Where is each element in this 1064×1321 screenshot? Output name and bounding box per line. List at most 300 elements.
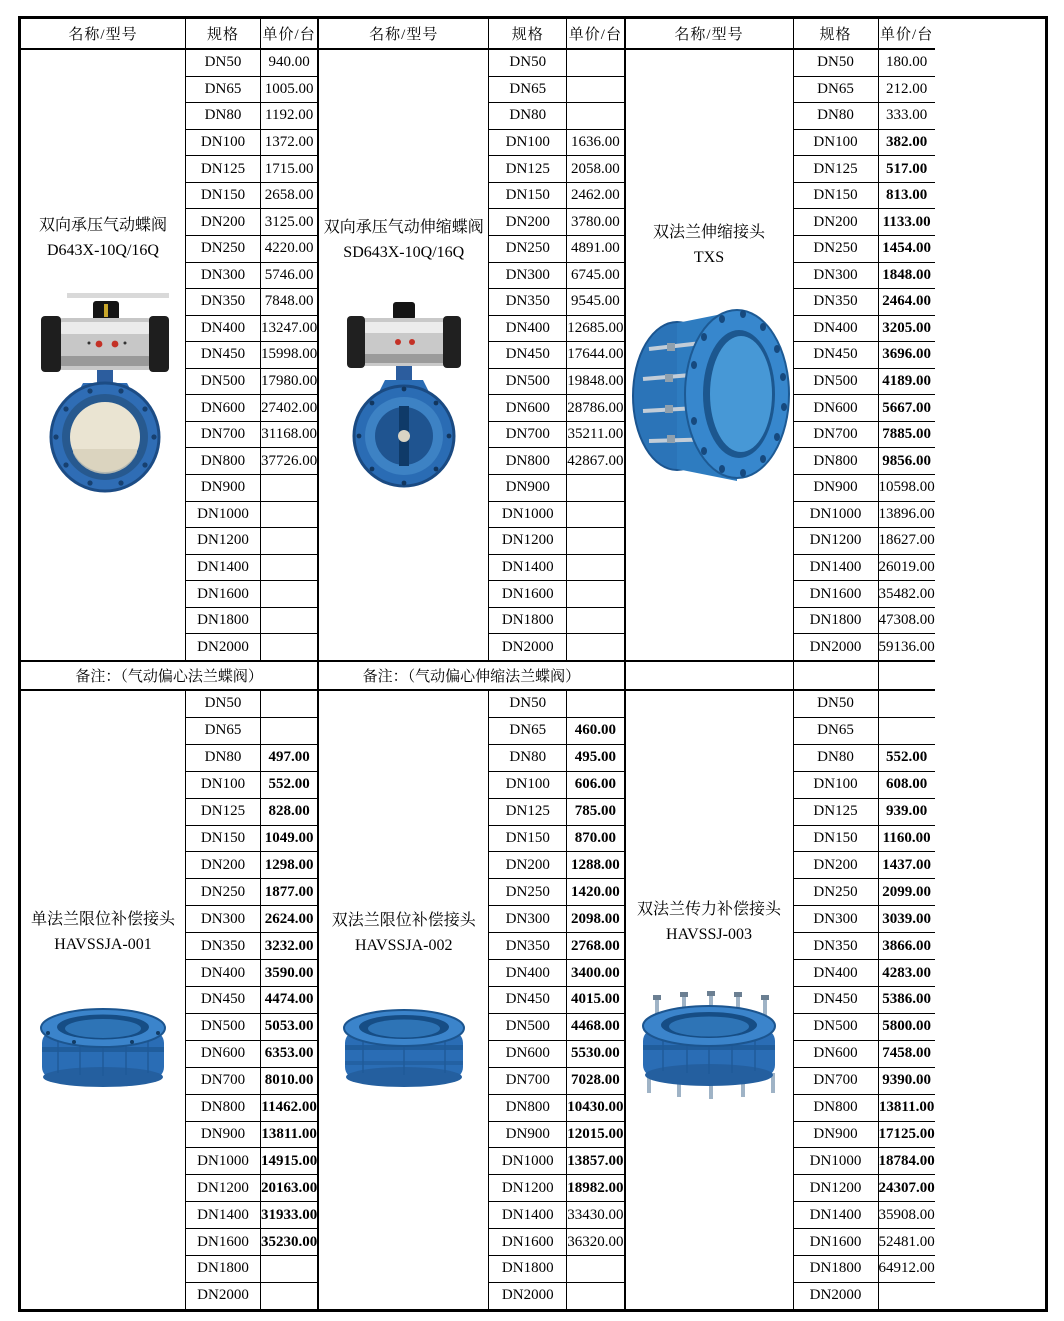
spec-cell: DN600	[794, 1041, 879, 1067]
price-cell	[567, 555, 623, 581]
price-cell: 35230.00	[261, 1233, 318, 1250]
spec-cell: DN1800	[186, 608, 261, 634]
size-row	[794, 1229, 935, 1256]
spec-cell: DN1000	[794, 1148, 879, 1174]
spec-cell: DN800	[794, 448, 879, 474]
price-cell: 11462.00	[261, 1099, 317, 1116]
price-cell: 9856.00	[882, 452, 931, 469]
spec-cell: DN125	[794, 156, 879, 182]
size-row	[186, 156, 317, 183]
double-flange-compensator-photo	[329, 999, 479, 1091]
spec-cell: DN80	[489, 103, 567, 129]
price-table	[18, 16, 1048, 1312]
price-cell: 606.00	[574, 776, 616, 793]
product-section-top	[626, 50, 935, 660]
column-header-price: 单价/台	[880, 27, 934, 43]
spec-cell: DN700	[186, 1068, 261, 1094]
price-cell: 2098.00	[571, 910, 620, 927]
size-row	[186, 879, 317, 906]
spec-cell: DN400	[186, 960, 261, 986]
size-row	[794, 369, 935, 396]
product-name-cell	[21, 50, 186, 660]
product-name-cell	[319, 691, 489, 1309]
size-row	[186, 1095, 317, 1122]
column-header-spec: 规格	[186, 19, 261, 48]
spec-cell: DN150	[186, 826, 261, 852]
spec-cell: DN2000	[794, 1283, 879, 1309]
spec-cell: DN350	[186, 933, 261, 959]
size-row	[186, 103, 317, 130]
price-cell: 517.00	[886, 160, 928, 177]
spec-cell: DN100	[186, 772, 261, 798]
column-header-price: 单价/台	[262, 27, 316, 43]
price-cell: 9545.00	[571, 293, 620, 310]
spec-cell: DN700	[489, 422, 567, 448]
size-row	[186, 1283, 317, 1309]
size-row	[186, 209, 317, 236]
spec-cell: DN80	[186, 745, 261, 771]
size-row	[186, 236, 317, 263]
size-row	[489, 634, 623, 660]
product-section-top	[21, 50, 317, 660]
spec-cell: DN50	[186, 691, 261, 717]
spec-cell: DN600	[186, 395, 261, 421]
size-row	[186, 555, 317, 582]
size-row	[794, 263, 935, 290]
spec-cell: DN450	[794, 342, 879, 368]
price-cell: 1192.00	[265, 107, 314, 124]
price-cell: 33430.00	[567, 1206, 624, 1223]
price-cell	[567, 77, 623, 103]
spec-cell: DN900	[186, 1122, 261, 1148]
product-section-bottom	[319, 691, 623, 1309]
price-cell: 939.00	[886, 803, 928, 820]
price-cell: 4474.00	[264, 991, 314, 1008]
size-row	[186, 1041, 317, 1068]
size-row	[489, 103, 623, 130]
product-name-cell	[319, 50, 489, 660]
spec-cell: DN300	[489, 263, 567, 289]
spec-cell: DN800	[186, 1095, 261, 1121]
price-cell: 31933.00	[261, 1206, 318, 1223]
column-header-name: 名称/型号	[626, 19, 794, 48]
size-row	[489, 745, 623, 772]
spec-cell: DN1600	[186, 1229, 261, 1255]
price-cell	[567, 1256, 623, 1282]
size-row	[489, 1202, 623, 1229]
product-column-3	[626, 19, 935, 1309]
size-row	[186, 422, 317, 449]
size-row	[186, 933, 317, 960]
price-cell: 14915.00	[261, 1152, 318, 1169]
price-cell	[567, 1283, 623, 1309]
spec-cell: DN150	[489, 826, 567, 852]
size-row	[186, 799, 317, 826]
spec-cell: DN1200	[794, 1175, 879, 1201]
price-cell	[879, 691, 935, 717]
size-row	[794, 130, 935, 157]
size-row	[489, 960, 623, 987]
spec-cell: DN250	[489, 879, 567, 905]
size-row	[186, 342, 317, 369]
size-row	[794, 1148, 935, 1175]
spec-cell: DN2000	[489, 634, 567, 660]
price-cell: 212.00	[886, 80, 928, 97]
spec-cell: DN1800	[489, 608, 567, 634]
size-row	[489, 1148, 623, 1175]
product-name	[653, 221, 765, 271]
spec-cell: DN50	[794, 691, 879, 717]
price-cell: 460.00	[574, 722, 616, 739]
price-cell: 1636.00	[571, 133, 620, 150]
product-model: HAVSSJA-002	[354, 937, 453, 954]
spec-cell: DN450	[186, 987, 261, 1013]
size-row	[489, 528, 623, 555]
spec-cell: DN900	[489, 1122, 567, 1148]
size-row	[489, 263, 623, 290]
size-row	[489, 987, 623, 1014]
single-flange-compensator-photo	[28, 997, 178, 1092]
spec-cell: DN400	[489, 316, 567, 342]
size-row	[794, 422, 935, 449]
note-row	[21, 660, 317, 691]
size-row	[489, 209, 623, 236]
size-row	[794, 528, 935, 555]
spec-cell: DN400	[794, 960, 879, 986]
size-rows	[794, 691, 935, 1309]
size-row	[489, 879, 623, 906]
spec-cell: DN500	[794, 369, 879, 395]
size-row	[186, 960, 317, 987]
size-row	[794, 183, 935, 210]
size-row	[794, 395, 935, 422]
empty-note-cell	[879, 662, 935, 689]
product-title: 双法兰伸缩接头	[652, 224, 765, 242]
spec-cell: DN80	[186, 103, 261, 129]
price-cell: 1877.00	[264, 883, 314, 900]
size-row	[489, 395, 623, 422]
product-name	[637, 898, 781, 948]
column-header-price: 单价/台	[568, 27, 622, 43]
product-model: HAVSSJA-001	[54, 935, 152, 953]
size-row	[489, 799, 623, 826]
spec-cell: DN300	[794, 906, 879, 932]
spec-cell: DN1600	[489, 1229, 567, 1255]
price-cell: 3590.00	[264, 964, 314, 981]
size-row	[489, 77, 623, 104]
spec-cell: DN450	[186, 342, 261, 368]
empty-note-cell	[794, 662, 879, 689]
price-cell: 35908.00	[878, 1206, 935, 1223]
size-row	[794, 799, 935, 826]
price-cell	[261, 718, 317, 744]
spec-cell: DN800	[186, 448, 261, 474]
price-cell: 28786.00	[567, 399, 624, 416]
spec-cell: DN250	[489, 236, 567, 262]
size-row	[794, 50, 935, 77]
spec-cell: DN250	[186, 879, 261, 905]
price-cell: 9390.00	[882, 1072, 931, 1089]
price-cell	[261, 528, 317, 554]
price-cell: 3400.00	[571, 964, 620, 981]
price-cell: 3039.00	[882, 910, 931, 927]
column-header-spec: 规格	[794, 19, 879, 48]
size-row	[489, 1068, 623, 1095]
size-row	[794, 1175, 935, 1202]
size-row	[186, 395, 317, 422]
size-rows	[489, 50, 623, 660]
price-cell: 20163.00	[261, 1179, 318, 1196]
price-cell: 4189.00	[882, 373, 931, 390]
header-row	[21, 19, 317, 50]
size-row	[186, 183, 317, 210]
price-cell: 59136.00	[878, 638, 935, 655]
product-model: D643X-10Q/16Q	[46, 241, 159, 259]
product-name	[39, 214, 167, 264]
size-row	[186, 852, 317, 879]
size-row	[489, 475, 623, 502]
price-cell: 3866.00	[882, 937, 931, 954]
price-cell: 3696.00	[882, 346, 931, 363]
spec-cell: DN150	[489, 183, 567, 209]
price-cell	[567, 475, 623, 501]
price-cell: 1372.00	[264, 133, 314, 150]
price-cell	[879, 1283, 935, 1309]
size-row	[794, 502, 935, 529]
spec-cell: DN150	[794, 183, 879, 209]
size-row	[186, 77, 317, 104]
price-cell: 19848.00	[567, 373, 624, 390]
price-cell: 1298.00	[264, 856, 314, 873]
price-cell: 5386.00	[882, 991, 931, 1008]
price-cell: 10430.00	[567, 1099, 624, 1116]
spec-cell: DN80	[489, 745, 567, 771]
size-row	[186, 448, 317, 475]
price-cell: 1133.00	[882, 213, 931, 230]
size-rows	[186, 50, 317, 660]
spec-cell: DN700	[489, 1068, 567, 1094]
price-cell: 24307.00	[878, 1179, 935, 1196]
note-row	[626, 660, 935, 691]
price-cell: 2462.00	[571, 187, 620, 204]
spec-cell: DN450	[489, 342, 567, 368]
price-cell: 35211.00	[567, 426, 624, 443]
price-cell: 17980.00	[261, 373, 318, 390]
spec-cell: DN500	[489, 369, 567, 395]
spec-cell: DN1600	[489, 581, 567, 607]
price-cell: 18784.00	[878, 1152, 935, 1169]
spec-cell: DN200	[489, 209, 567, 235]
size-row	[186, 772, 317, 799]
price-cell	[567, 528, 623, 554]
size-row	[489, 369, 623, 396]
size-row	[186, 369, 317, 396]
price-cell: 4283.00	[882, 964, 931, 981]
pneumatic-telescopic-butterfly-valve-photo	[343, 294, 465, 494]
header-row	[319, 19, 623, 50]
price-cell	[567, 502, 623, 528]
price-cell: 3205.00	[882, 319, 931, 336]
spec-cell: DN1400	[489, 1202, 567, 1228]
size-row	[794, 691, 935, 718]
price-cell: 1420.00	[571, 883, 620, 900]
price-cell: 17125.00	[878, 1125, 935, 1142]
size-row	[794, 103, 935, 130]
spec-cell: DN65	[794, 77, 879, 103]
column-header-name: 名称/型号	[319, 19, 489, 48]
spec-cell: DN200	[186, 209, 261, 235]
size-row	[489, 852, 623, 879]
size-row	[489, 1122, 623, 1149]
price-cell: 497.00	[268, 749, 310, 766]
product-model: HAVSSJ-003	[666, 925, 752, 943]
price-cell: 6353.00	[264, 1045, 314, 1062]
spec-cell: DN350	[489, 933, 567, 959]
size-row	[186, 1229, 317, 1256]
spec-cell: DN125	[186, 156, 261, 182]
spec-cell: DN2000	[489, 1283, 567, 1309]
size-row	[186, 987, 317, 1014]
spec-cell: DN700	[186, 422, 261, 448]
spec-cell: DN900	[794, 475, 879, 501]
price-cell	[567, 50, 623, 76]
size-row	[794, 879, 935, 906]
size-row	[794, 745, 935, 772]
price-cell: 2058.00	[571, 160, 620, 177]
spec-cell: DN300	[186, 906, 261, 932]
spec-cell: DN50	[489, 691, 567, 717]
price-cell	[261, 691, 317, 717]
spec-cell: DN1600	[186, 581, 261, 607]
product-name	[324, 216, 484, 266]
spec-cell: DN1000	[186, 1148, 261, 1174]
spec-cell: DN350	[794, 933, 879, 959]
spec-cell: DN1000	[794, 502, 879, 528]
spec-cell: DN350	[794, 289, 879, 315]
price-cell: 18627.00	[878, 532, 935, 549]
price-cell: 7458.00	[882, 1045, 931, 1062]
size-row	[489, 448, 623, 475]
spec-cell: DN800	[794, 1095, 879, 1121]
spec-cell: DN1200	[489, 528, 567, 554]
spec-cell: DN400	[489, 960, 567, 986]
price-cell: 7848.00	[264, 293, 314, 310]
price-cell: 5746.00	[264, 266, 314, 283]
size-row	[186, 1014, 317, 1041]
spec-cell: DN65	[186, 718, 261, 744]
price-cell: 7885.00	[882, 426, 931, 443]
spec-cell: DN1000	[489, 502, 567, 528]
price-cell	[261, 1283, 317, 1309]
size-row	[489, 718, 623, 745]
product-column-1	[21, 19, 319, 1309]
price-cell	[261, 608, 317, 634]
spec-cell: DN600	[186, 1041, 261, 1067]
spec-cell: DN700	[794, 422, 879, 448]
size-row	[186, 1202, 317, 1229]
spec-cell: DN300	[794, 263, 879, 289]
spec-cell: DN1800	[186, 1256, 261, 1282]
price-cell: 26019.00	[878, 558, 935, 575]
size-row	[489, 156, 623, 183]
spec-cell: DN500	[794, 1014, 879, 1040]
product-section-bottom	[626, 691, 935, 1309]
spec-cell: DN800	[489, 448, 567, 474]
spec-cell: DN1800	[489, 1256, 567, 1282]
size-row	[794, 718, 935, 745]
size-row	[186, 528, 317, 555]
size-row	[489, 1256, 623, 1283]
spec-cell: DN2000	[186, 1283, 261, 1309]
spec-cell: DN65	[794, 718, 879, 744]
spec-cell: DN1400	[794, 1202, 879, 1228]
price-cell: 1848.00	[882, 266, 931, 283]
size-row	[489, 50, 623, 77]
size-row	[794, 236, 935, 263]
product-model: TXS	[693, 249, 725, 266]
price-cell: 5800.00	[882, 1018, 931, 1035]
spec-cell: DN900	[489, 475, 567, 501]
price-cell: 813.00	[886, 187, 928, 204]
spec-cell: DN150	[186, 183, 261, 209]
size-row	[186, 316, 317, 343]
size-row	[489, 236, 623, 263]
size-row	[186, 581, 317, 608]
spec-cell: DN100	[794, 130, 879, 156]
price-cell: 4891.00	[571, 240, 620, 257]
spec-cell: DN200	[794, 209, 879, 235]
price-cell: 12015.00	[567, 1125, 624, 1142]
product-name	[31, 908, 175, 958]
spec-cell: DN125	[489, 799, 567, 825]
product-section-bottom	[21, 691, 317, 1309]
size-row	[186, 906, 317, 933]
spec-cell: DN65	[186, 77, 261, 103]
product-title: 单法兰限位补偿接头	[30, 910, 175, 928]
price-cell: 8010.00	[264, 1072, 314, 1089]
size-row	[489, 581, 623, 608]
size-row	[794, 289, 935, 316]
spec-cell: DN900	[186, 475, 261, 501]
size-row	[794, 555, 935, 582]
size-row	[186, 50, 317, 77]
price-cell: 870.00	[574, 829, 616, 846]
price-cell	[567, 581, 623, 607]
size-row	[489, 826, 623, 853]
spec-cell: DN500	[489, 1014, 567, 1040]
price-cell	[261, 1256, 317, 1282]
price-cell: 333.00	[886, 107, 928, 124]
size-row	[489, 1229, 623, 1256]
size-row	[186, 130, 317, 157]
spec-cell: DN1800	[794, 608, 879, 634]
price-cell: 18982.00	[567, 1179, 624, 1196]
spec-cell: DN80	[794, 103, 879, 129]
price-cell: 5053.00	[264, 1018, 314, 1035]
note-cell: 备注：（气动偏心伸缩法兰蝶阀）	[362, 669, 581, 685]
size-row	[794, 448, 935, 475]
header-row	[626, 19, 935, 50]
spec-cell: DN65	[489, 77, 567, 103]
price-cell: 2099.00	[882, 883, 931, 900]
price-cell: 13811.00	[261, 1125, 317, 1142]
size-row	[794, 772, 935, 799]
spec-cell: DN50	[186, 50, 261, 76]
price-cell: 3125.00	[264, 213, 314, 230]
size-row	[186, 502, 317, 529]
price-cell: 12685.00	[567, 319, 624, 336]
force-transfer-compensator-photo	[627, 987, 792, 1102]
